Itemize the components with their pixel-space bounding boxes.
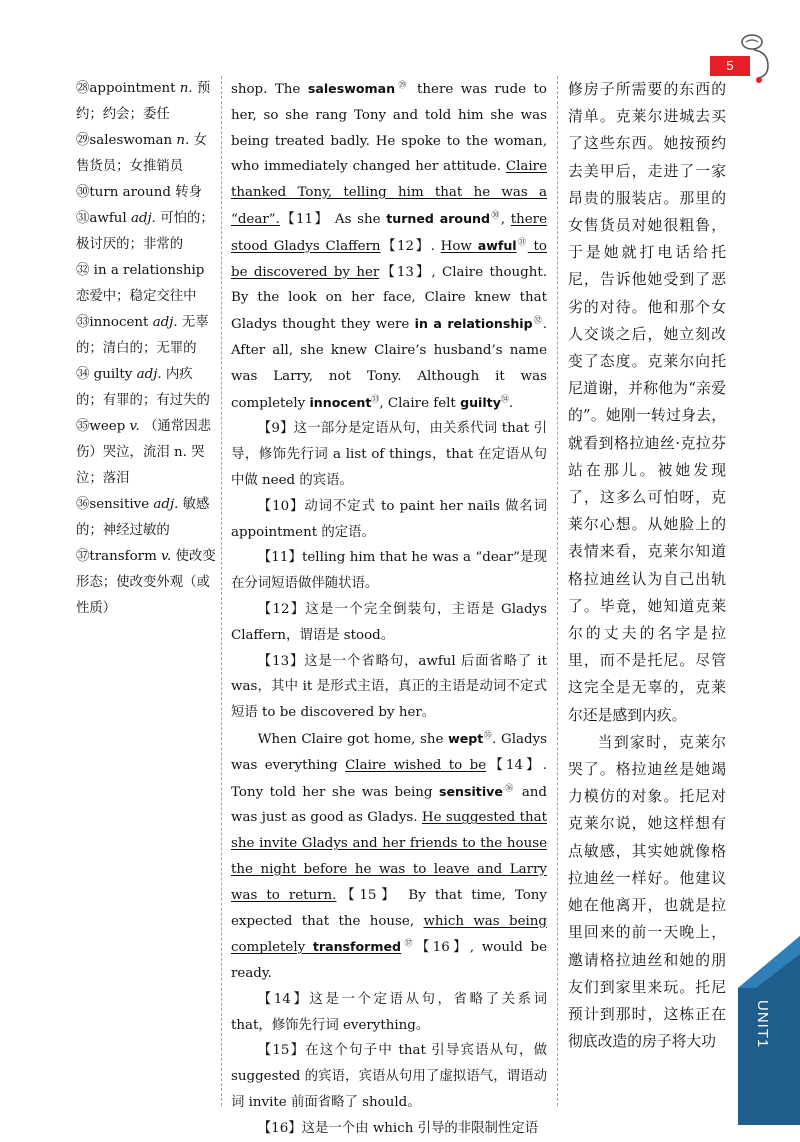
column-divider-left — [221, 76, 222, 1106]
glossary-item: ㉚turn around 转身 — [76, 185, 202, 200]
story-paragraph: When Claire got home, she wept$^㉟$. Gladys was everything Claire wished to be【14】. Tony told her she was being sensitive$^㊱$ and was just as good as Gladys. He suggested that she invite Gladys and her friends to the house the night before he was to leave and Larry was to return.【15】 By that time, Tony expected that the house, which was being completely transformed$^㊲$【16】, would be ready. — [231, 730, 548, 982]
story-column — [231, 76, 547, 1142]
glossary-item: ㉟weep v. （通常因悲伤）哭泣，流泪 n. 哭泣；落泪 — [76, 419, 211, 486]
grammar-note: 【10】动词不定式 to paint her nails 做名词 appointment 的定语。 — [231, 498, 547, 540]
glossary-column — [76, 76, 216, 622]
cartoon-mascot-icon — [734, 28, 794, 88]
glossary-item: ㊲transform v. 使改变形态；使改变外观（或性质） — [76, 549, 216, 616]
page-number: 5 — [726, 58, 734, 73]
unit-label: UNIT1 — [754, 1000, 771, 1049]
grammar-note: 【15】在这个句子中 that 引导宾语从句，做 suggested 的宾语，宾语从句用了虚拟语气，谓语动词 invite 前面省略了 should。 — [231, 1043, 547, 1111]
grammar-note: 【16】这是一个由 which 引导的非限制性定语 — [257, 1120, 539, 1136]
glossary-item: ㉝innocent adj. 无辜的；清白的；无罪的 — [76, 315, 209, 356]
grammar-note: 【14】这是一个定语从句，省略了关系词 that，修饰先行词 everything。 — [231, 991, 547, 1033]
glossary-item: ㉘appointment n. 预约；约会；委任 — [76, 81, 211, 122]
glossary-item: ㉙saleswoman n. 女售货员；女推销员 — [76, 133, 207, 174]
glossary-item: ㉛awful adj. 可怕的；极讨厌的；非常的 — [76, 211, 214, 252]
grammar-note: 【9】这一部分是定语从句，由关系代词 that 引导，修饰先行词 a list of things，that 在定语从句中做 need 的宾语。 — [231, 421, 547, 488]
glossary-item: ㊱sensitive adj. 敏感的；神经过敏的 — [76, 497, 210, 538]
grammar-note: 【13】这是一个省略句，awful 后面省略了 it was，其中 it 是形式主语，真正的主语是动词不定式短语 to be discovered by her。 — [231, 653, 547, 721]
column-divider-right — [557, 76, 558, 1106]
grammar-note: 【11】telling him that he was a “dear”是现在分词短语做伴随状语。 — [231, 550, 547, 592]
story-paragraph: shop. The saleswoman$^㉙$ there was rude to her, so she rang Tony and told him she was being treated badly. He spoke to the woman, who immediately changed her attitude. Claire thanked Tony, telling him that he was a “dear”.【11】 As she turned around$^㉚$, there stood Gladys Claffern【12】. How awful$^㉛$ to be discovered by her【13】, Claire thought. By the look on her face, Claire knew that Gladys thought they were in a relationship$^㉜$. After all, she knew Claire’s husband’s name was Larry, not Tony. Although it was completely innocent$^㉝$, Claire felt guilty$^㉞$. — [231, 80, 548, 411]
glossary-item: ㉞ guilty adj. 内疚的；有罪的；有过失的 — [76, 367, 210, 408]
glossary-item: ㉜ in a relationship 恋爱中；稳定交往中 — [76, 263, 205, 304]
translation-column — [568, 76, 726, 1055]
translation-paragraph: 当到家时，克莱尔哭了。格拉迪丝是她竭力模仿的对象。托尼对克莱尔说，她这样想有点敏感，其实她就像格拉迪丝一样好。他建议她在他离开，也就是拉里回来的前一天晚上，邀请格拉迪丝和她的朋友们到家里来玩。托尼预计到那时，这栋正在彻底改造的房子将大功 — [568, 733, 726, 1051]
translation-paragraph: 修房子所需要的东西的清单。克莱尔进城去买了这些东西。她按预约去美甲后，走进了一家昂贵的服装店。那里的女售货员对她很粗鲁，于是她就打电话给托尼，告诉他她受到了恶劣的对待。他和那个女人交谈之后，她立刻改变了态度。克莱尔向托尼道谢，并称他为“亲爱的”。她刚一转过身去，就看到格拉迪丝·克拉芬站在那儿。被她发现了，这多么可怕呀，克莱尔心想。从她脸上的表情来看，克莱尔知道格拉迪丝认为自己出轨了。毕竟，她知道克莱尔的丈夫的名字是拉里，而不是托尼。尽管这完全是无辜的，克莱尔还是感到内疚。 — [568, 81, 726, 724]
grammar-note: 【12】这是一个完全倒装句，主语是 Gladys Claffern，谓语是 stood。 — [231, 601, 547, 643]
